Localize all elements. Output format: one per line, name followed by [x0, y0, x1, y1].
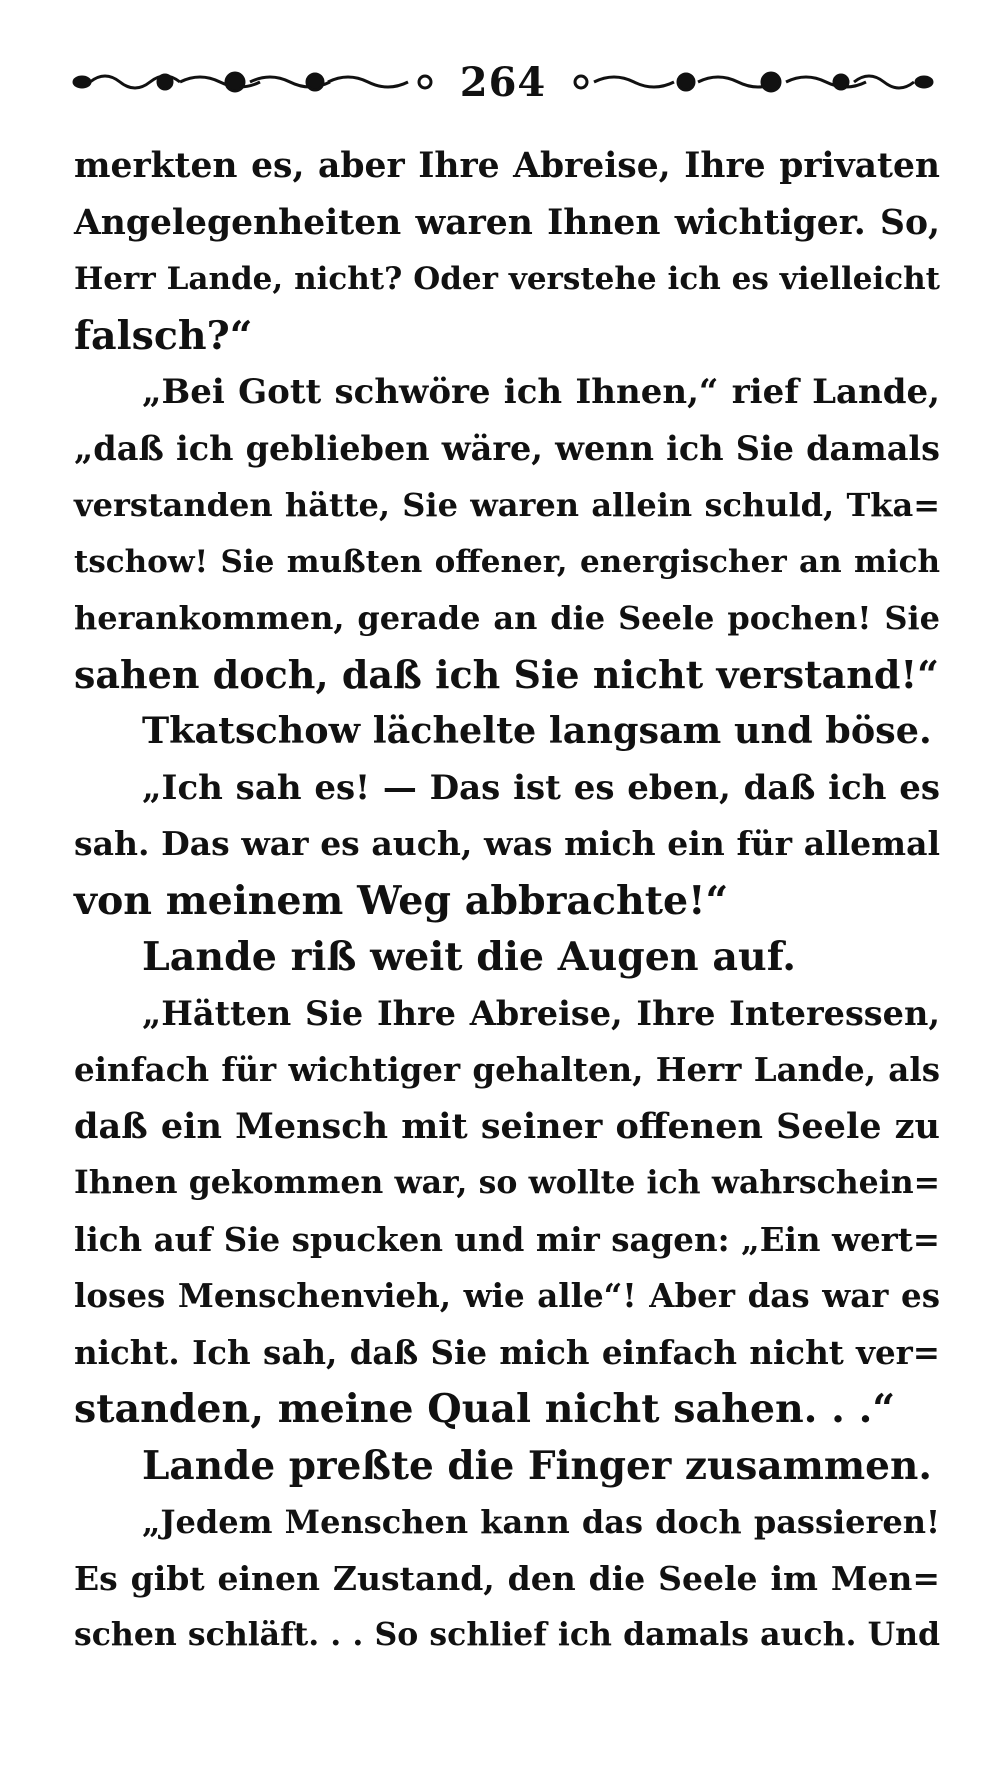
text-line: falsch?“ — [74, 312, 253, 359]
text-line: loses Menschenvieh, wie alle“! Aber das war es — [74, 1276, 940, 1315]
text-line: merkten es, aber Ihre Abreise, Ihre privaten — [74, 146, 940, 186]
text-line: standen, meine Qual nicht sahen. . .“ — [74, 1386, 896, 1432]
text-line: Ihnen gekommen war, so wollte ich wahrschein= — [74, 1164, 940, 1201]
left-ornament-icon — [70, 67, 440, 97]
text-line: daß ein Mensch mit seiner offenen Seele zu — [74, 1105, 940, 1147]
text-line: „Bei Gott schwöre ich Ihnen,“ rief Lande, — [142, 372, 940, 412]
page-number: 264 — [459, 58, 547, 106]
text-line: tschow! Sie mußten offener, energischer an mich — [74, 543, 940, 580]
text-line: sahen doch, daß ich Sie nicht verstand!“ — [74, 651, 940, 697]
text-line: herankommen, gerade an die Seele pochen! Sie — [74, 599, 940, 637]
text-line: Herr Lande, nicht? Oder verstehe ich es vielleicht — [74, 261, 940, 297]
text-line: Tkatschow lächelte langsam und böse. — [142, 709, 932, 752]
text-line: sah. Das war es auch, was mich ein für allemal — [74, 824, 940, 863]
text-line: verstanden hätte, Sie waren allein schuld, Tka= — [74, 486, 940, 524]
text-line: lich auf Sie spucken und mir sagen: „Ein wert= — [74, 1219, 940, 1259]
text-line: Lande preßte die Finger zusammen. — [142, 1442, 932, 1489]
text-line: „Ich sah es! — Das ist es eben, daß ich es — [142, 767, 940, 808]
text-line: Lande riß weit die Augen auf. — [142, 934, 797, 980]
page-header — [70, 52, 936, 112]
right-ornament-icon — [566, 67, 936, 97]
text-line: „Hätten Sie Ihre Abreise, Ihre Interessen, — [142, 993, 940, 1033]
text-line: von meinem Weg abbrachte!“ — [74, 877, 729, 924]
text-line: schen schläft. . . So schlief ich damals auch. Und — [74, 1616, 940, 1653]
text-line: einfach für wichtiger gehalten, Herr Lande, als — [74, 1050, 940, 1089]
page-body-text — [74, 138, 940, 1664]
text-line: „Jedem Menschen kann das doch passieren! — [142, 1503, 940, 1541]
text-line: Angelegenheiten waren Ihnen wichtiger. So, — [74, 202, 940, 243]
text-line: nicht. Ich sah, daß Sie mich einfach nicht ver= — [74, 1332, 940, 1372]
text-line: Es gibt einen Zustand, den die Seele im Men= — [74, 1558, 940, 1598]
text-line: „daß ich geblieben wäre, wenn ich Sie damals — [74, 428, 940, 468]
